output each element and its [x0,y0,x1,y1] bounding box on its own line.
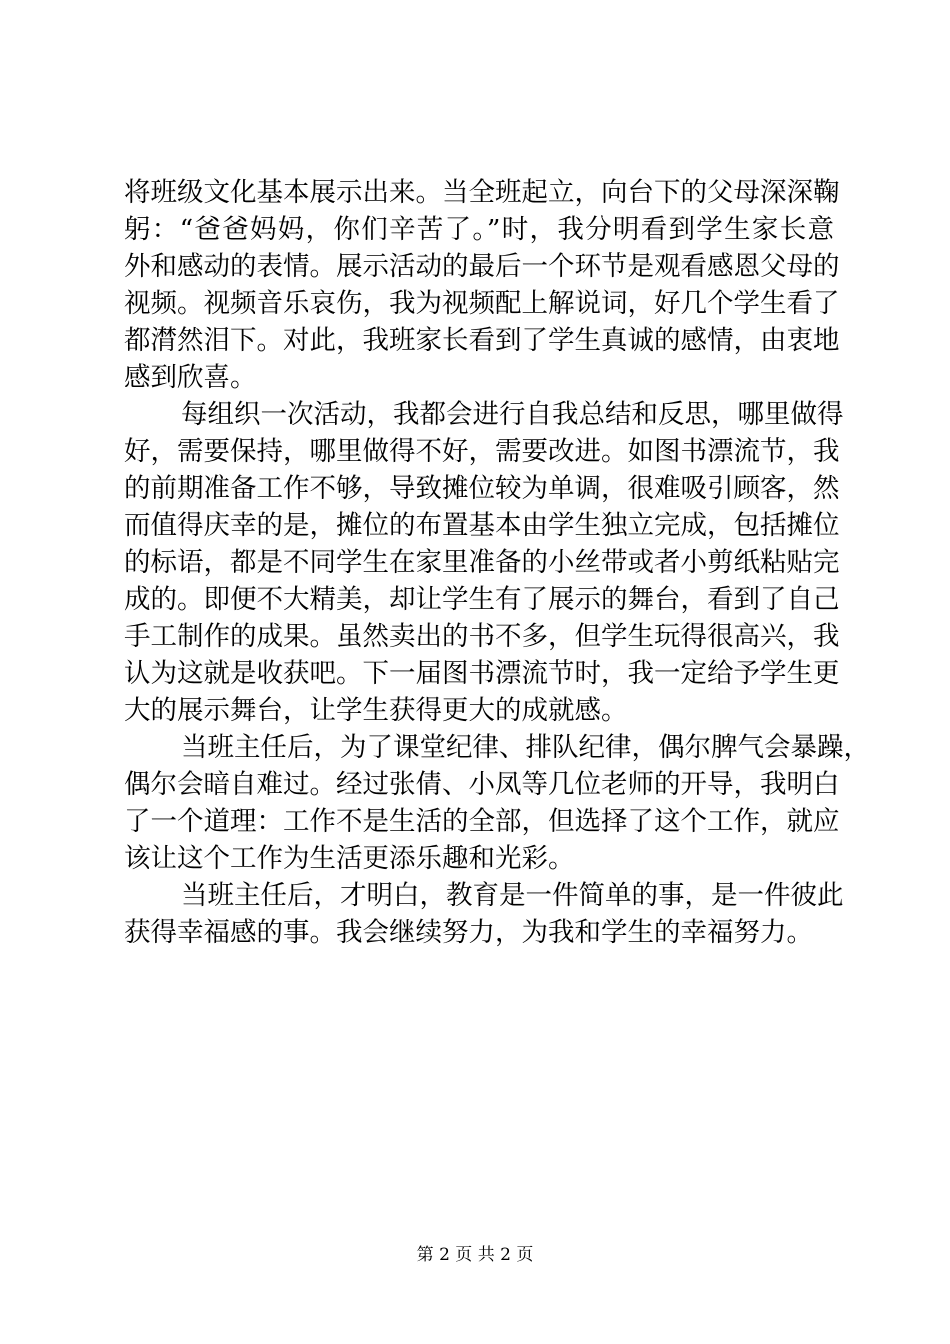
paragraph-4-line-2: 获得幸福感的事。我会继续努力，为我和学生的幸福努力。 [124,917,813,948]
page-number-footer: 第 2 页 共 2 页 [416,1245,534,1265]
paragraph-2-line-2: 好，需要保持，哪里做得不好，需要改进。如图书漂流节，我 [124,436,840,467]
paragraph-2-line-4: 而值得庆幸的是，摊位的布置基本由学生独立完成，包括摊位 [124,510,840,541]
paragraph-3-line-2: 偶尔会暗自难过。经过张倩、小凤等几位老师的开导，我明白 [124,769,840,800]
paragraph-1-line-2: 躬：“爸爸妈妈，你们辛苦了。”时，我分明看到学生家长意 [124,214,834,245]
paragraph-1-line-3: 外和感动的表情。展示活动的最后一个环节是观看感恩父母的 [124,251,840,282]
paragraph-3-line-1: 当班主任后，为了课堂纪律、排队纪律，偶尔脾气会暴躁， [181,732,870,763]
paragraph-1-line-6: 感到欣喜。 [124,362,257,393]
paragraph-2-line-1: 每组织一次活动，我都会进行自我总结和反思，哪里做得 [181,399,844,430]
paragraph-2-line-8: 认为这就是收获吧。下一届图书漂流节时，我一定给予学生更 [124,658,840,689]
paragraph-2-line-9: 大的展示舞台，让学生获得更大的成就感。 [124,695,628,726]
paragraph-2-line-3: 的前期准备工作不够，导致摊位较为单调，很难吸引顾客，然 [124,473,840,504]
paragraph-3-line-3: 了一个道理：工作不是生活的全部，但选择了这个工作，就应 [124,806,840,837]
paragraph-4-line-1: 当班主任后，才明白，教育是一件简单的事，是一件彼此 [181,880,844,911]
paragraph-1-line-4: 视频。视频音乐哀伤，我为视频配上解说词，好几个学生看了 [124,288,840,319]
paragraph-3-line-4: 该让这个工作为生活更添乐趣和光彩。 [124,843,575,874]
paragraph-2-line-7: 手工制作的成果。虽然卖出的书不多，但学生玩得很高兴，我 [124,621,840,652]
paragraph-1-line-1: 将班级文化基本展示出来。当全班起立，向台下的父母深深鞠 [124,177,840,208]
paragraph-1-line-5: 都潸然泪下。对此，我班家长看到了学生真诚的感情，由衷地 [124,325,840,356]
paragraph-2-line-5: 的标语，都是不同学生在家里准备的小丝带或者小剪纸粘贴完 [124,547,840,578]
document-body [124,174,870,951]
paragraph-2-line-6: 成的。即便不大精美，却让学生有了展示的舞台，看到了自己 [124,584,840,615]
